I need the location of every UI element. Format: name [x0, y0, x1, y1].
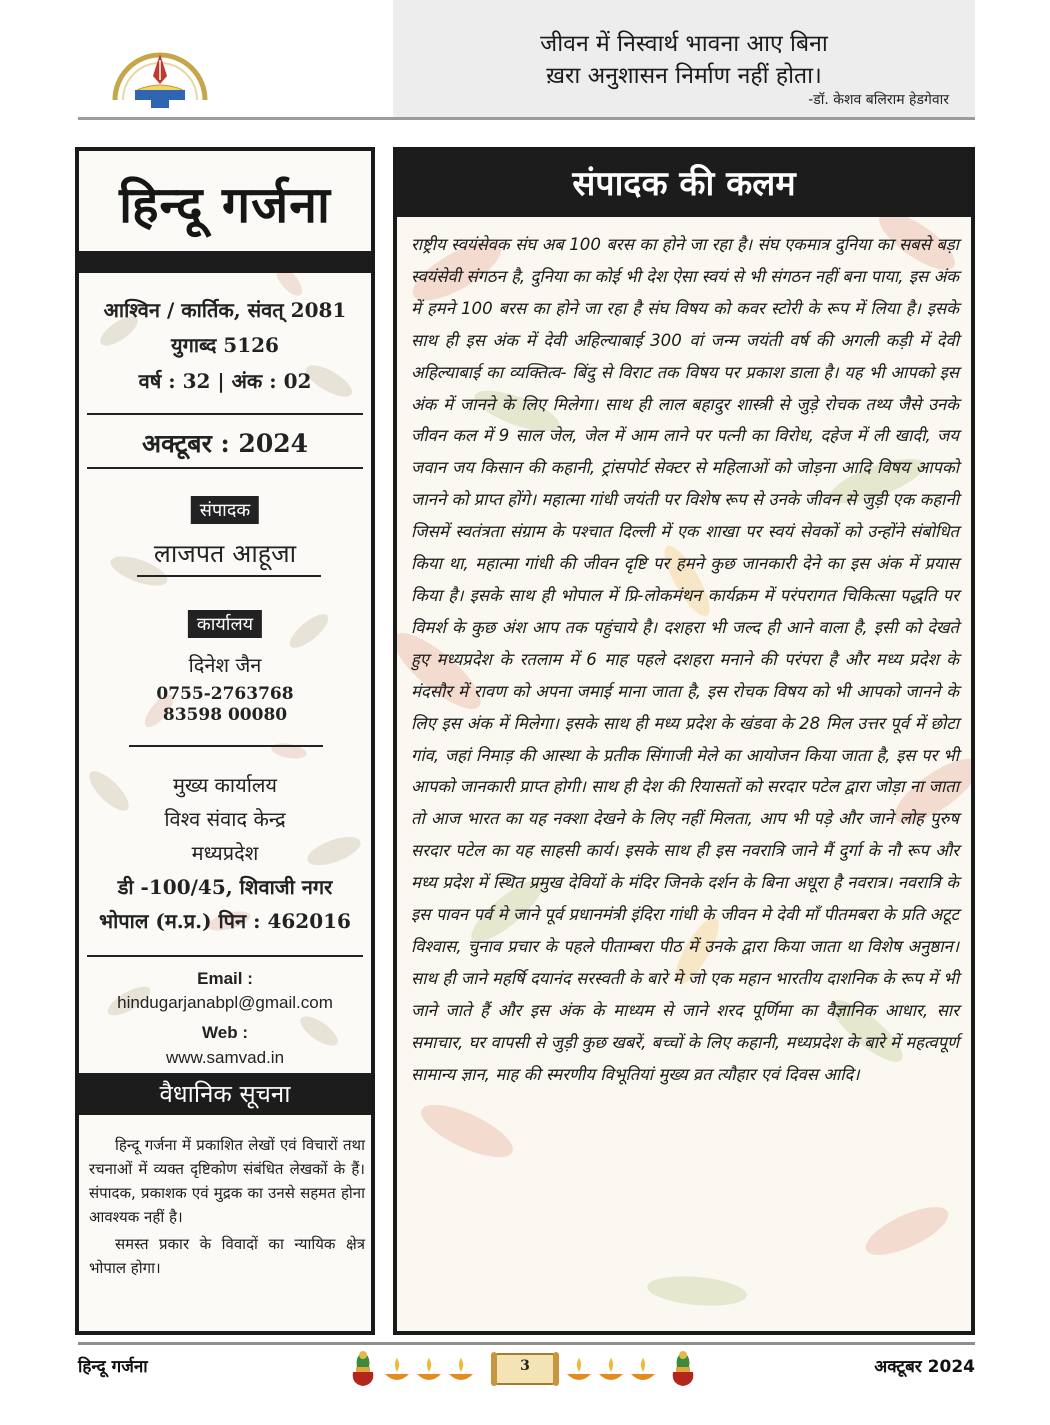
- legal-notice-text: [89, 1133, 365, 1280]
- divider: [129, 745, 323, 747]
- footer-divider: [78, 1342, 975, 1345]
- title-band: [79, 251, 371, 273]
- email-address[interactable]: hindugarjanabpl@gmail.com: [117, 993, 333, 1012]
- divider: [87, 955, 363, 957]
- quote-line-1: जीवन में निस्वार्थ भावना आए बिना: [540, 31, 828, 57]
- quote-author: -डॉ. केशव बलिराम हेडगेवार: [808, 92, 949, 108]
- masthead-sidebar: [75, 147, 375, 1335]
- issue-month: अक्टूबर : 2024: [141, 429, 309, 458]
- hq-city-pin: भोपाल (म.प्र.) पिन : 462016: [99, 909, 351, 933]
- divider: [87, 413, 363, 415]
- legal-notice-paragraph: समस्त प्रकार के विवादों का न्यायिक क्षेत्र भोपाल होगा।: [89, 1235, 365, 1277]
- kalash-icon: [673, 1351, 694, 1386]
- editorial-body: राष्ट्रीय स्वयंसेवक संघ अब 100 बरस का होने जा रहा है। संघ एकमात्र दुनिया का सबसे बड़ा स्वयंसेवी संगठन है, दुनिया का कोई भी देश ऐसा स्वयं से भी संगठन नहीं बना पाया, इस अंक में हमने 100 बरस का होने जा रहा है संघ विषय को कवर स्टोरी के रूप में लिया है। इसके साथ ही इस अंक में देवी अहिल्याबाई 300 वां जन्म जयंती वर्ष की अगली कड़ी में देवी अहिल्याबाई का व्यक्तित्व- बिंदु से विराट तक विषय पर प्रकाश डाला है। यह भी आपको इस अंक में जानने के लिए मिलेगा। साथ ही लाल बहादुर शास्त्री से जुड़े रोचक तथ्य जैसे उनके जीवन कल में 9 साल जेल, जेल में आम लाने पर पत्नी का विरोध, दहेज में ली खादी, जय जवान जय किसान की कहानी, ट्रांसपोर्ट सेक्टर से महिलाओं को जोड़ना आदि विषय आपको जानने को प्राप्त होंगे। महात्मा गांधी जयंती पर विशेष रूप से उनके जीवन से जुड़ी एक कहानी जिसमें स्वतंत्रता संग्राम के पश्चात दिल्ली में एक शाखा पर स्वयं सेवकों को उन्होंने संबोधित किया था, महात्मा गांधी की जीवन दृष्टि पर हमने कुछ जानकारी देने का इस अंक में प्रयास किया है। इसके साथ ही भोपाल में प्रि-लोकमंथन कार्यक्रम में परंपरागत चिकित्सा पद्धति पर विमर्श के कुछ अंश आप तक पहुंचाये है। दशहरा भी जल्द ही आने वाला है, इसी को देखते हुए मध्यप्रदेश के रतलाम में 6 माह पहले दशहरा मनाने की परंपरा है और मध्य प्रदेश के मंदसौर में रावण को अपना जमाई माना जाता है, इस रोचक विषय को भी आपको जानने के लिए इस अंक में मिलेगा। इसके साथ ही मध्य प्रदेश के खंडवा के 28 मिल उत्तर पूर्व में छोटा गांव, जहां निमाड़ की आस्था के प्रतीक सिंगाजी मेले का आयोजन किया जाता है, इस पर भी आपको जानकारी प्राप्त होगी। साथ ही देश की रियासतों को सरदार पटेल द्वारा जोड़ा ना जाता तो आज भारत का यह नक्शा देखने के लिए नहीं मिलता, आप भी पड़े और जाने लोह पुरुष सरदार पटेल का यह साहसी कार्य। इसके साथ ही इस नवरात्रि जाने मैं दुर्गा के नौ रूप और मध्य प्रदेश में स्थित प्रमुख देवियों के मंदिर जिनके दर्शन के बिना अधूरा है नवरात्र। नवरात्रि के इस पावन पर्व मे जाने पूर्व प्रधानमंत्री इंदिरा गांधी के जीवन मे देवी माँ पीतमबरा के प्रति अटूट विश्वास, चुनाव प्रचार के पहले पीताम्बरा पीठ में उनके द्वारा किया जाता था विशेष अनुष्ठान। साथ ही जाने महर्षि दयानंद सरस्वती के बारे मे जो एक महान भारतीय दाशनिक के रूप में भी जाने जाते हैं और इस अंक के माध्यम से जाने शरद पूर्णिमा का वैज्ञानिक आधार, सार समाचार, घर वापसी से जुड़ी कुछ खबरें, बच्चों के लिए कहानी, मध्यप्रदेश के बारे में महत्वपूर्ण सामान्य ज्ञान, माह की स्मरणीय विभूतियां मुख्य व्रत त्यौहार एवं दिवस आदि।: [411, 235, 959, 1084]
- diya-icon: [385, 1358, 473, 1380]
- office-label: कार्यालय: [188, 610, 262, 638]
- samvat-date: आश्विन / कार्तिक, संवत् 2081: [103, 298, 347, 322]
- footer-issue-date: अक्टूबर 2024: [874, 1357, 975, 1377]
- hq-state: मध्यप्रदेश: [191, 841, 259, 865]
- hq-address: डी -100/45, शिवाजी नगर: [117, 875, 333, 899]
- header-quote-box: [393, 0, 975, 117]
- volume-issue: वर्ष : 32 | अंक : 02: [138, 369, 312, 393]
- header-divider: [78, 117, 975, 120]
- divider: [137, 575, 321, 577]
- editorial-heading: संपादक की कलम: [397, 151, 971, 217]
- web-label: Web :: [202, 1023, 248, 1042]
- yugabd-year: युगाब्द 5126: [171, 333, 279, 357]
- page-number: 3: [520, 1358, 530, 1374]
- magazine-title: हिन्दू गर्जना: [119, 176, 331, 234]
- divider: [87, 467, 363, 469]
- phone-2: 83598 00080: [162, 705, 288, 725]
- kalash-icon: [353, 1351, 374, 1386]
- legal-notice-paragraph: हिन्दू गर्जना में प्रकाशित लेखों एवं विचारों तथा रचनाओं में व्यक्त दृष्टिकोण संबंधित लेखकों के हैं। संपादक, प्रकाशक एवं मुद्रक का उनसे सहमत होना आवश्यक नहीं है।: [89, 1136, 365, 1226]
- editor-name: लाजपत आहूजा: [153, 539, 297, 568]
- hq-name: विश्व संवाद केन्द्र: [164, 807, 286, 831]
- publisher-logo-icon: [105, 40, 215, 112]
- hq-label: मुख्य कार्यालय: [172, 773, 278, 797]
- phone-1: 0755-2763768: [156, 684, 294, 704]
- footer-magazine-name: हिन्दू गर्जना: [78, 1357, 148, 1377]
- email-label: Email :: [197, 969, 253, 988]
- office-person: दिनेश जैन: [188, 653, 262, 677]
- website-link[interactable]: www.samvad.in: [165, 1048, 285, 1067]
- diya-icon: [567, 1358, 655, 1380]
- editorial-panel: [393, 147, 975, 1335]
- legal-notice-title: वैधानिक सूचना: [79, 1073, 371, 1115]
- editor-label: संपादक: [191, 496, 259, 524]
- quote-line-2: ख़रा अनुशासन निर्माण नहीं होता।: [546, 63, 822, 89]
